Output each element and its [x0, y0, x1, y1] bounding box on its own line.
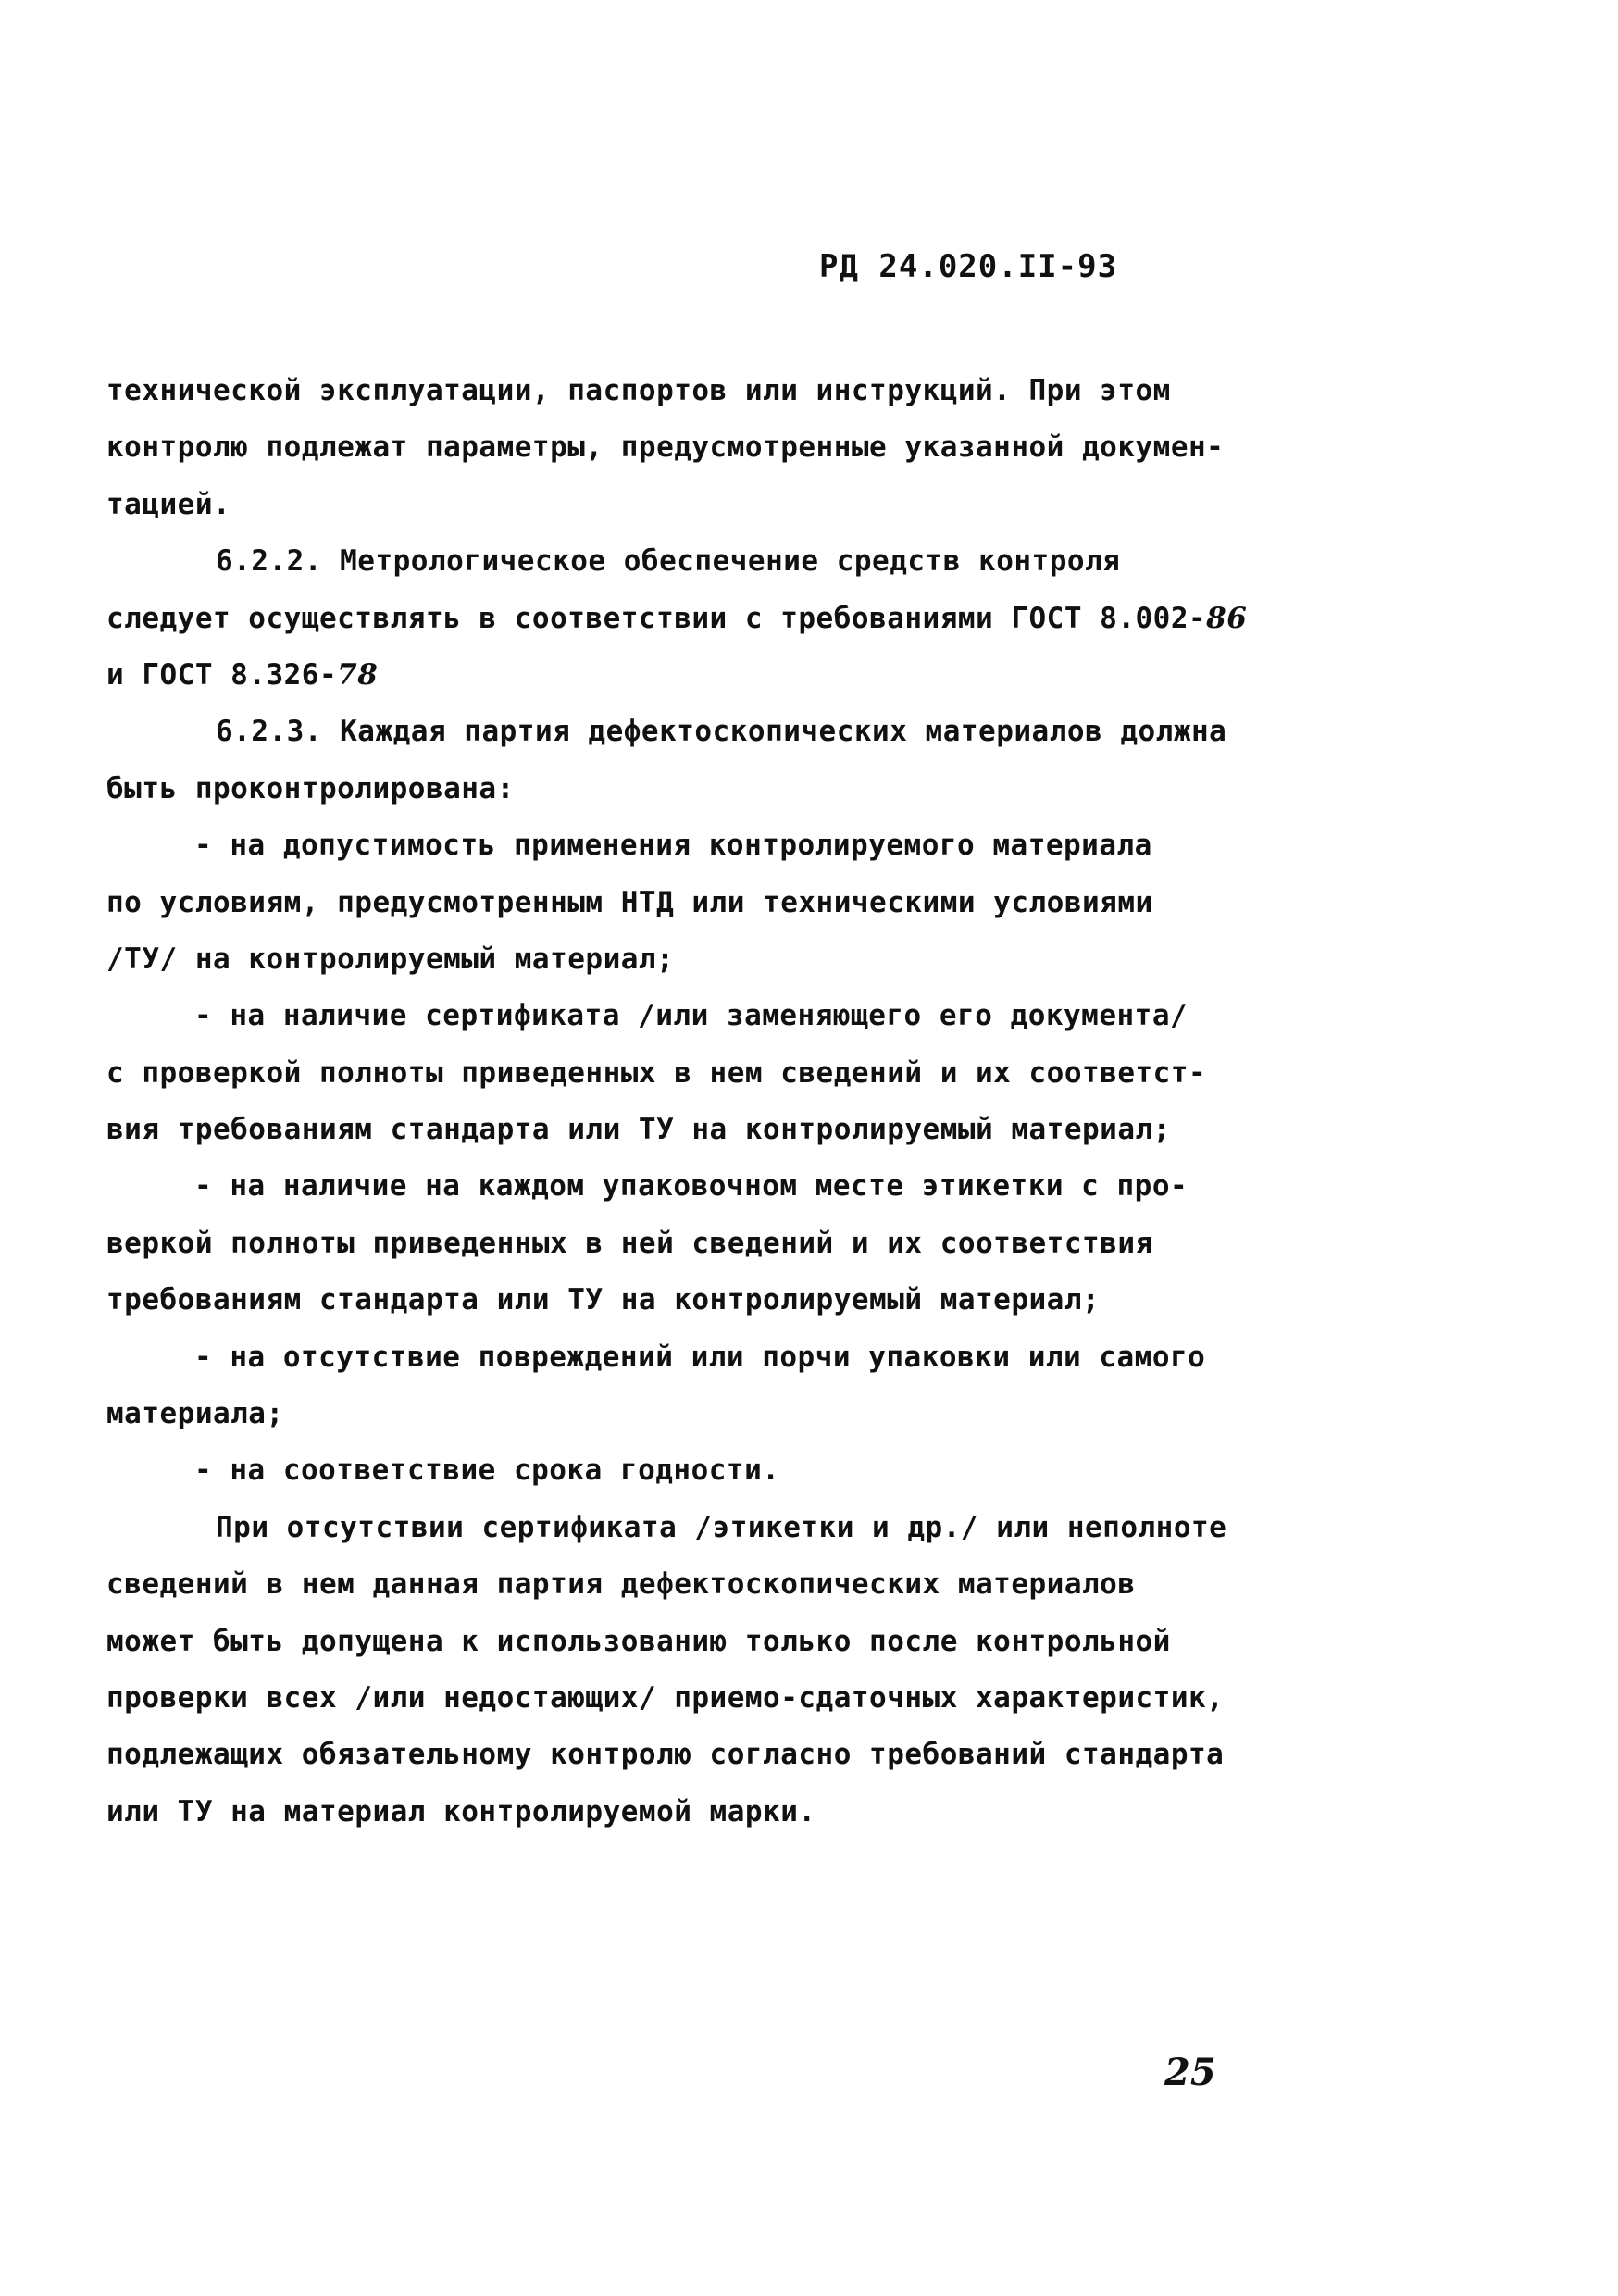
text-line: /ТУ/ на контролируемый материал; — [106, 942, 675, 976]
text-line: веркой полноты приведенных в ней сведений и их соответствия — [106, 1226, 1153, 1260]
list-item: - на соответствие срока годности. — [194, 1454, 780, 1488]
page-number: 25 — [1164, 2051, 1216, 2094]
document-code: РД 24.020.II-93 — [819, 248, 1118, 285]
text-line: может быть допущена к использованию только после контрольной — [106, 1624, 1171, 1658]
text-line: технической эксплуатации, паспортов или инструкций. При этом — [106, 374, 1171, 407]
text-line: и ГОСТ 8.326- — [106, 657, 338, 692]
text-line: материала; — [106, 1397, 284, 1431]
section-6-2-3-heading: 6.2.3. Каждая партия дефектоскопических материалов должна — [216, 715, 1227, 749]
text-line: или ТУ на материал контролируемой марки. — [106, 1794, 816, 1828]
text-line: проверки всех /или недостающих/ приемо-сдаточных характеристик, — [106, 1680, 1225, 1715]
text-line: тацией. — [106, 487, 231, 521]
section-6-2-2-heading: 6.2.2. Метрологическое обеспечение средств контроля — [216, 544, 1121, 579]
text-line-with-handwriting — [106, 591, 1338, 647]
list-item: - на наличие на каждом упаковочном месте этикетки с про- — [194, 1169, 1189, 1204]
list-item: - на допустимость применения контролируемого материала — [194, 829, 1152, 863]
body-text — [106, 363, 1338, 1841]
list-item: - на отсутствие повреждений или порчи упаковки или самого — [194, 1340, 1206, 1374]
text-line: быть проконтролирована: — [106, 771, 515, 805]
text-line-with-handwriting — [106, 647, 1338, 704]
handwritten-year-gost-8-326: 78 — [337, 657, 379, 692]
list-item: - на наличие сертификата /или заменяющего его документа/ — [194, 999, 1189, 1033]
text-line: по условиям, предусмотренным НТД или техническими условиями — [106, 885, 1153, 919]
text-line: следует осуществлять в соответствии с требованиями ГОСТ 8.002- — [106, 601, 1207, 635]
paragraph-start: При отсутствии сертификата /этикетки и др./ или неполноте — [216, 1510, 1227, 1544]
text-line: с проверкой полноты приведенных в нем сведений и их соответст- — [106, 1055, 1207, 1090]
text-line: подлежащих обязательному контролю согласно требований стандарта — [106, 1738, 1225, 1772]
handwritten-year-gost-8-002: 86 — [1206, 601, 1248, 635]
text-line: вия требованиям стандарта или ТУ на контролируемый материал; — [106, 1113, 1171, 1147]
text-line: требованиям стандарта или ТУ на контролируемый материал; — [106, 1283, 1101, 1317]
text-line: контролю подлежат параметры, предусмотренные указанной докумен- — [106, 430, 1225, 465]
text-line: сведений в нем данная партия дефектоскопических материалов — [106, 1567, 1136, 1602]
